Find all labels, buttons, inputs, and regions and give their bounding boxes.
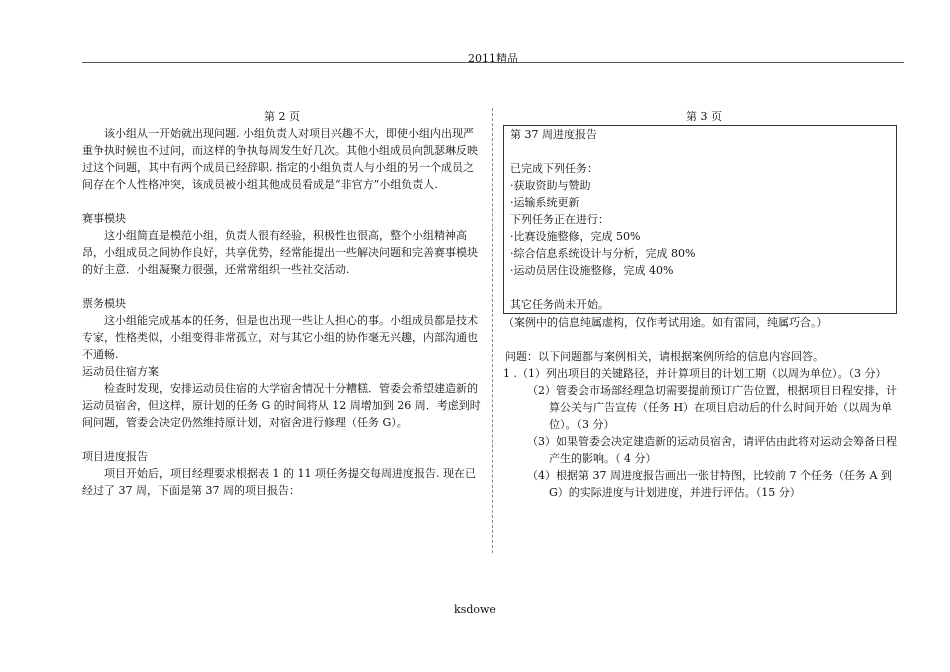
not-started-note: 其它任务尚未开始。 <box>510 298 609 311</box>
section-title-tickets: 票务模块 <box>82 297 126 310</box>
page-label-right: 第 3 页 <box>686 110 722 123</box>
report-title: 第 37 周进度报告 <box>510 128 597 141</box>
spacer <box>82 431 482 448</box>
completed-heading: 已完成下列任务： <box>510 162 598 175</box>
spacer <box>82 278 482 295</box>
left-column <box>82 108 482 499</box>
paragraph-3: 这小组能完成基本的任务，但是也出现一些让人担心的事。小组成员都是技术专家，性格类似，小组变得非常孤立，对与其它小组的协作毫无兴趣，内部沟通也不通畅. <box>82 314 478 361</box>
footer-text: ksdowe <box>454 603 496 616</box>
completed-item: ·获取资助与赞助 <box>510 179 591 192</box>
question-item: （3）如果管委会决定建造新的运动员宿舍，请评估由此将对运动会筹备日程产生的影响。（ 4 分） <box>527 435 897 465</box>
completed-item: ·运输系统更新 <box>510 196 580 209</box>
page-label-left: 第 2 页 <box>264 110 300 123</box>
header-title: 2011精品 <box>468 52 518 65</box>
paragraph-1: 该小组从一开始就出现问题. 小组负责人对项目兴趣不大，即使小组内出现严重争执时候也不过问，而这样的争执每周发生好几次。其他小组成员向凯瑟琳反映过这个问题，其中有两个成员已经辞职. 指定的小组负责人与小组的另一个成员之间存在个人性格冲突，该成员被小组其他成员看成是“非官方”小组负责人. <box>82 127 478 191</box>
section-title-events: 赛事模块 <box>82 212 126 225</box>
section-title-progress: 项目进度报告 <box>82 450 148 463</box>
spacer <box>82 193 482 210</box>
header-rule <box>82 62 904 63</box>
disclaimer: （案例中的信息纯属虚构，仅作考试用途。如有雷同，纯属巧合。） <box>503 316 828 329</box>
progress-report-box <box>503 125 897 314</box>
question-item: （4）根据第 37 周进度报告画出一张甘特图，比较前 7 个任务（任务 A 到 G）的实际进度与计划进度，并进行评估。（15 分） <box>527 469 892 499</box>
spacer <box>510 279 890 296</box>
paragraph-2: 这小组简直是模范小组，负责人很有经验，积极性也很高，整个小组精神高昂，小组成员之间协作良好，共享优势，经常能提出一些解决问题和完善赛事模块的好主意．小组凝聚力很强，还常常组织一些社交活动. <box>82 229 478 276</box>
in-progress-item: ·比赛设施整修，完成 50% <box>510 230 641 243</box>
in-progress-item: ·综合信息系统设计与分析，完成 80% <box>510 247 696 260</box>
right-column <box>503 108 905 501</box>
column-divider <box>492 108 493 553</box>
paragraph-4: 检查时发现，安排运动员住宿的大学宿舍情况十分糟糕．管委会希望建造新的运动员宿舍，但这样，原计划的任务 G 的时间将从 12 周增加到 26 周．考虑到时间问题，管委会决定仍然维持原计划，对宿舍进行修理（任务 G）。 <box>82 382 481 429</box>
in-progress-heading: 下列任务正在进行： <box>510 213 609 226</box>
section-title-accommodation: 运动员住宿方案 <box>82 365 159 378</box>
spacer <box>503 331 905 348</box>
question-item: （2）管委会市场部经理急切需要提前预订广告位置，根据项目日程安排，计算公关与广告宣传（任务 H）在项目启动后的什么时间开始（以周为单位）。（3 分） <box>527 384 897 431</box>
in-progress-item: ·运动员居住设施整修，完成 40% <box>510 264 674 277</box>
spacer <box>510 143 890 160</box>
questions-intro: 问题：以下问题都与案例相关，请根据案例所给的信息内容回答。 <box>505 350 824 363</box>
paragraph-5: 项目开始后，项目经理要求根据表 1 的 11 项任务提交每周进度报告. 现在已经过了 37 周，下面是第 37 周的项目报告： <box>82 467 476 497</box>
question-item: 1 .（1）列出项目的关键路径，并计算项目的计划工期（以周为单位）。（3 分） <box>503 367 887 380</box>
